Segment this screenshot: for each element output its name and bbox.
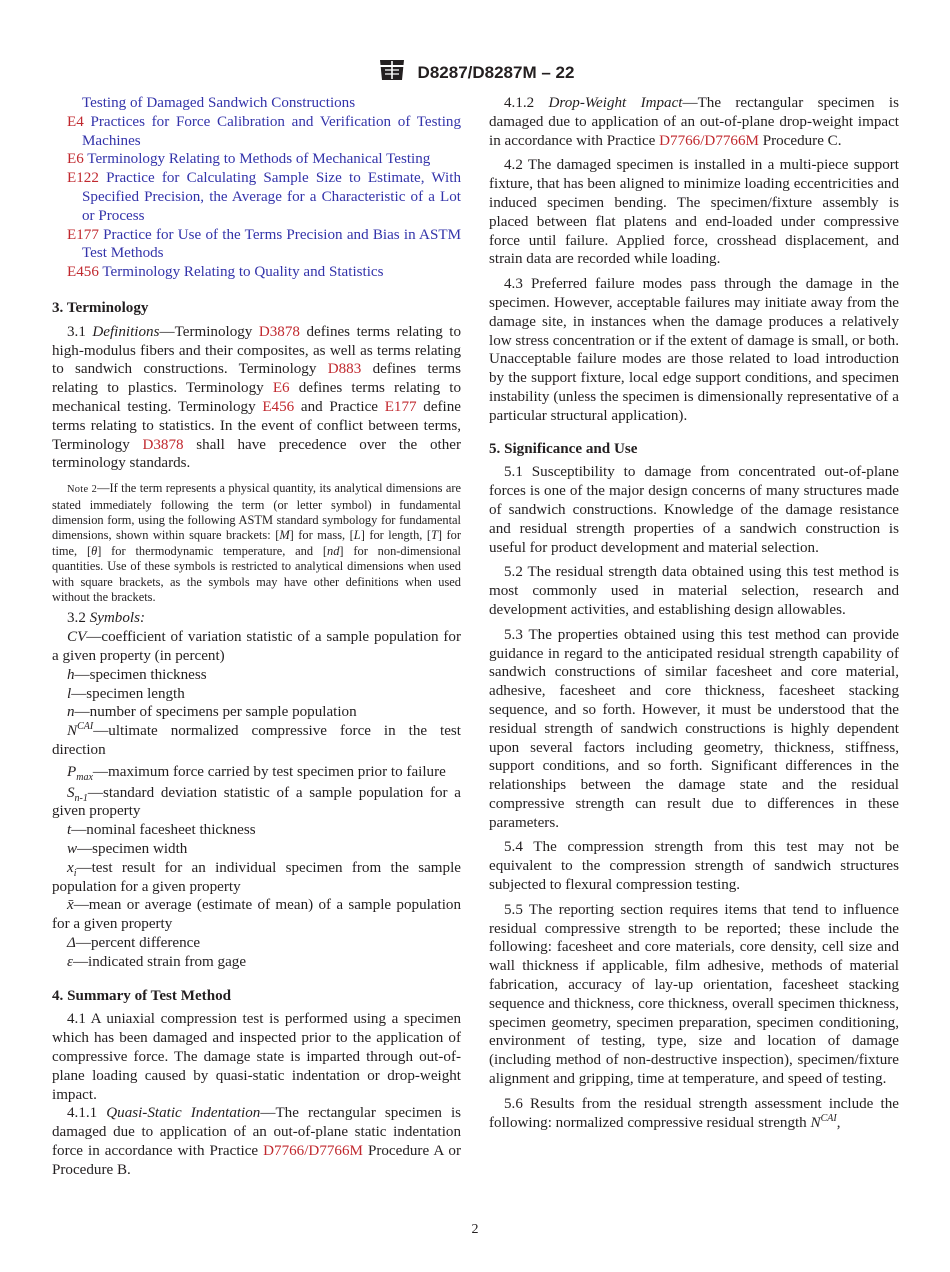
paragraph-5-5: 5.5 The reporting section requires items that tend to influence residual compressive strength to be reported; these include the following: facesheet and core materials, core density, cell size and wall thickness if applicable, film adhesive, methods of material fabrication, accuracy of lay-up orientation, facesheet stacking sequence and thickness, core thickness, overall specimen thickness, specimen geometry, specimen preparation, specimen conditioning, environment of testing, type, size and location of damage (including method of non-destructive inspection), specimen/fixture alignment and gripping, time at temperature, and speed of testing. — [489, 901, 899, 1088]
symbol-def: $x_i—test$ result for an individual specimen from the sample population for a given property — [52, 859, 461, 895]
paragraph-4-3: 4.3 Preferred failure modes pass through the damage in the specimen. However, acceptable failures may initiate away from the damage site, in instances when the damage produces a relatively low stress concentration or if the extent of damage is small, or both. Unacceptable failure modes are those related to load introduction by the support fixture, local edge support conditions, and specimen instability (unless the specimen is dimensionally representative of a particular structural application). — [489, 276, 899, 424]
reference-item[interactable]: E177 Practice for Use of the Terms Precision and Bias in ASTM Test Methods — [67, 226, 461, 262]
paragraph-4-1-1: 4.1.1 Quasi-Static Indentation—The rectangular specimen is damaged due to application of an out-of-plane static indentation force in accordance with Practice D7766/D7766M Procedure A or Procedure B. — [52, 1105, 462, 1178]
page-header — [0, 58, 950, 87]
symbol-def: l—specimen length — [67, 685, 185, 702]
ref-link[interactable]: D883 — [327, 361, 362, 378]
ref-link[interactable]: D3878 — [258, 323, 300, 340]
symbol-def: $S_{n-1}—standard$ deviation statistic of a sample population for a given property — [52, 784, 461, 820]
symbol-def: x̄—mean or average (estimate of mean) of a sample population for a given property — [52, 897, 461, 933]
designation: D8287/D8287M – 22 — [417, 62, 575, 82]
ref-link[interactable]: D7766/D7766M — [659, 132, 759, 149]
symbol-def: Δ—percent difference — [67, 934, 201, 951]
paragraph-5-1: 5.1 Susceptibility to damage from concentrated out-of-plane forces is one of the major design concerns of many structures made of sandwich constructions. Knowledge of the damage resistance and residual strength properties of a sandwich construction is useful for product development and material selection. — [489, 464, 899, 556]
ref-link[interactable]: D7766/D7766M — [263, 1142, 363, 1159]
ref-link[interactable]: D3878 — [142, 436, 184, 453]
paragraph-5-2: 5.2 The residual strength data obtained using this test method is most commonly used in material selection, research and development activities, and establishing design allowables. — [489, 564, 899, 618]
paragraph-4-1: 4.1 A uniaxial compression test is performed using a specimen which has been damaged and inspected prior to the application of compressive force. The damage state is imparted through out-of-plane loading caused by quasi-static indentation or drop-weight impact. — [52, 1011, 461, 1103]
symbol-def: n—number of specimens per sample population — [67, 704, 357, 721]
section-heading: 4. Summary of Test Method — [52, 987, 232, 1004]
reference-item[interactable]: E4 Practices for Force Calibration and Verification of Testing Machines — [67, 113, 461, 149]
left-column — [52, 94, 461, 1180]
paragraph-4-1-2: 4.1.2 Drop-Weight Impact—The rectangular specimen is damaged due to application of an out-of-plane drop-weight impact in accordance with Practice D7766/D7766M Procedure C. — [489, 95, 899, 149]
symbol-def: t—nominal facesheet thickness — [67, 822, 256, 839]
ref-link[interactable]: E6 — [272, 380, 290, 397]
paragraph-4-2: 4.2 The damaged specimen is installed in a multi-piece support fixture, that has been aligned to minimize loading eccentricities and induced specimen bending. The specimen/fixture assembly is placed between flat platens and end-loaded under compressive force until failure. Applied force, crosshead displacement, and strain data are recorded while loading. — [489, 157, 899, 268]
symbol-def: $P_{max}—maximum$ force carried by test specimen prior to failure — [67, 763, 446, 783]
paragraph-5-4: 5.4 The compression strength from this test may not be equivalent to the compression strength of sandwich structures subjected to flexural compression testing. — [489, 839, 899, 894]
symbol-def: w—specimen width — [67, 840, 188, 857]
astm-logo-icon — [376, 58, 408, 87]
paragraph-5-3: 5.3 The properties obtained using this test method can provide guidance in regard to the anticipated residual strength capability of sandwich constructions of similar facesheet and core material, adhesive, facesheet and core thickness, facesheet stacking sequence, and so forth. However, it must be understood that the residual strength of sandwich constructions is highly dependent upon several factors including geometry, thickness, stiffness, support conditions, and so forth. Significant differences in the relationships between the damage state and the residual compressive strength can result due to differences in these parameters. — [489, 626, 899, 831]
paragraph-3-1: 3.1 Definitions—Terminology D3878 defines terms relating to high-modulus fibers and their composites, as well as terms relating to sandwich constructions. Terminology D883 defines terms relating to plastics. Terminology E6 defines terms relating to mechanical testing. Terminology E456 and Practice E177 define terms relating to statistics. In the event of conflict between terms, Terminology D3878 shall have precedence over the other terminology standards. — [52, 323, 461, 472]
ref-link[interactable]: E456 — [262, 398, 295, 415]
symbol-def: CV—coefficient of variation statistic of a sample population for a given property (in percent) — [52, 629, 461, 664]
symbol-def: $N^{CAI}—ultimate$ normalized compressive force in the test direction — [52, 721, 461, 758]
note-2: Note 2—If the term represents a physical quantity, its analytical dimensions are stated immediately following the term (or letter symbol) in fundamental dimension form, using the following ASTM standard symbology for fundamental dimensions, shown within square brackets: [M] for mass, [L] for length, [T] for time, [θ] for thermodynamic temperature, and [nd] for non-dimensional quantities. Use of these symbols is restricted to analytical dimensions when used with square brackets, as the symbols may have other definitions when used without the brackets. — [52, 481, 461, 604]
paragraph-5-6: 5.6 Results from the residual strength assessment include the following: normalized compressive residual strength $N^{CAI}$, — [489, 1095, 899, 1131]
paragraph-3-2: 3.2 Symbols: — [67, 610, 145, 627]
right-column — [489, 94, 899, 1132]
reference-item[interactable]: E122 Practice for Calculating Sample Size to Estimate, With Specified Precision, the Average for a Characteristic of a Lot or Process — [67, 170, 461, 224]
symbol-def: ε—indicated strain from gage — [67, 953, 247, 970]
page-number: 2 — [471, 1222, 479, 1237]
symbol-def: h—specimen thickness — [67, 666, 207, 683]
reference-item[interactable]: E6 Terminology Relating to Methods of Mechanical Testing — [67, 151, 431, 168]
reference-item[interactable]: Testing of Damaged Sandwich Constructions — [82, 95, 356, 111]
section-heading: 5. Significance and Use — [489, 440, 638, 457]
reference-item[interactable]: E456 Terminology Relating to Quality and Statistics — [67, 264, 384, 281]
section-heading: 3. Terminology — [52, 299, 149, 316]
ref-link[interactable]: E177 — [384, 398, 417, 415]
